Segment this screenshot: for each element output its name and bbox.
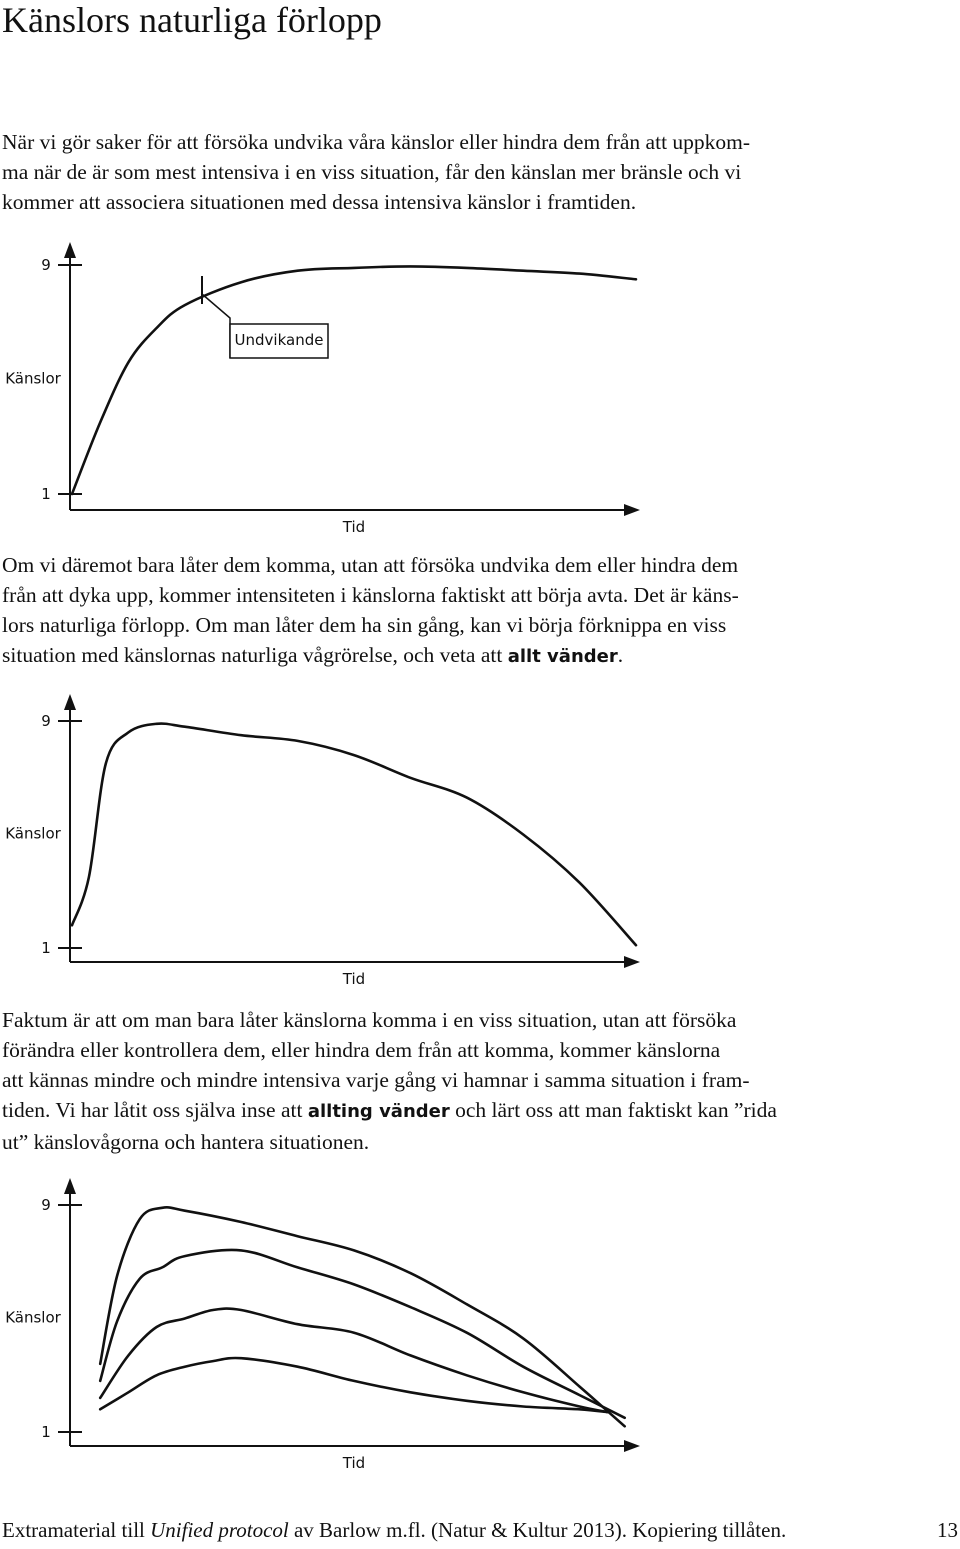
annotation-label: Undvikande (234, 331, 324, 349)
x-axis-label: Tid (342, 518, 366, 536)
page-number: 13 (937, 1518, 958, 1542)
avoidance-chart (0, 236, 660, 540)
paragraph-line: ma när de är som mest intensiva i en viss situation, får den känslan mer bränsle och vi (2, 160, 742, 184)
paragraph-line (2, 1095, 808, 1127)
paragraph-line: När vi gör saker för att försöka undvika våra känslor eller hindra dem från att uppkom- (2, 130, 751, 154)
book-title: Unified protocol (150, 1518, 289, 1542)
x-axis-label: Tid (342, 1454, 366, 1472)
paragraph-line: förändra eller kontrollera dem, eller hindra dem från att komma, kommer känslorna (2, 1038, 721, 1062)
repeated-waves-chart (0, 1172, 660, 1476)
x-axis-label: Tid (342, 970, 366, 988)
paragraph-line: lors naturliga förlopp. Om man låter dem ha sin gång, kan vi börja förknippa en viss (2, 613, 727, 637)
conclusion-paragraph (2, 1005, 808, 1157)
y-axis-arrow (64, 242, 76, 258)
paragraph-line (2, 640, 808, 672)
y-axis-label: Känslor (5, 824, 61, 843)
paragraph-line: kommer att associera situationen med dessa intensiva känslor i framtiden. (2, 190, 637, 214)
footer-text: av Barlow m.fl. (Natur & Kultur 2013). Kopiering tillåten. (288, 1518, 787, 1542)
x-axis-arrow (624, 504, 640, 516)
page-title: Känslors naturliga förlopp (2, 0, 382, 40)
series-line (100, 1358, 608, 1412)
emphasis-text: allting vänder (307, 1101, 450, 1122)
paragraph-line: Om vi däremot bara låter dem komma, utan att försöka undvika dem eller hindra dem (2, 553, 739, 577)
paragraph-text: och lärt oss att man faktiskt kan ”rida (449, 1098, 777, 1122)
paragraph-text: situation med känslornas naturliga vågrörelse, och veta att (2, 643, 508, 667)
paragraph-line: att kännas mindre och mindre intensiva varje gång vi hamnar i samma situation i fram- (2, 1068, 750, 1092)
y-axis-arrow (64, 1178, 76, 1194)
paragraph-line: ut” känslovågorna och hantera situationen. (2, 1130, 370, 1154)
paragraph-text: . (617, 643, 624, 667)
y-tick-label: 9 (41, 256, 51, 274)
y-tick-label: 1 (41, 939, 51, 957)
x-axis-arrow (624, 1440, 640, 1452)
natural-wave-chart (0, 688, 660, 992)
series-line (100, 1309, 608, 1413)
series-line (100, 1207, 625, 1426)
y-tick-label: 1 (41, 1423, 51, 1441)
x-axis-arrow (624, 956, 640, 968)
annotation-leader (202, 294, 230, 358)
emphasis-text: allt vänder (507, 646, 618, 667)
footer (2, 1517, 958, 1543)
y-tick-label: 9 (41, 712, 51, 730)
series-line (72, 724, 636, 946)
natural-course-paragraph (2, 550, 808, 672)
y-axis-label: Känslor (5, 1308, 61, 1327)
y-axis-arrow (64, 694, 76, 710)
footer-text: Extramaterial till (2, 1518, 151, 1542)
y-tick-label: 1 (41, 485, 51, 503)
y-axis-label: Känslor (5, 369, 61, 388)
y-tick-label: 9 (41, 1196, 51, 1214)
paragraph-text: tiden. Vi har låtit oss själva inse att (2, 1098, 308, 1122)
paragraph-line: Faktum är att om man bara låter känslorna komma i en viss situation, utan att försöka (2, 1008, 737, 1032)
paragraph-line: från att dyka upp, kommer intensiteten i känslorna faktiskt att börja avta. Det är käns- (2, 583, 739, 607)
series-line (72, 266, 636, 494)
intro-paragraph (2, 127, 808, 217)
series-line (100, 1250, 625, 1418)
